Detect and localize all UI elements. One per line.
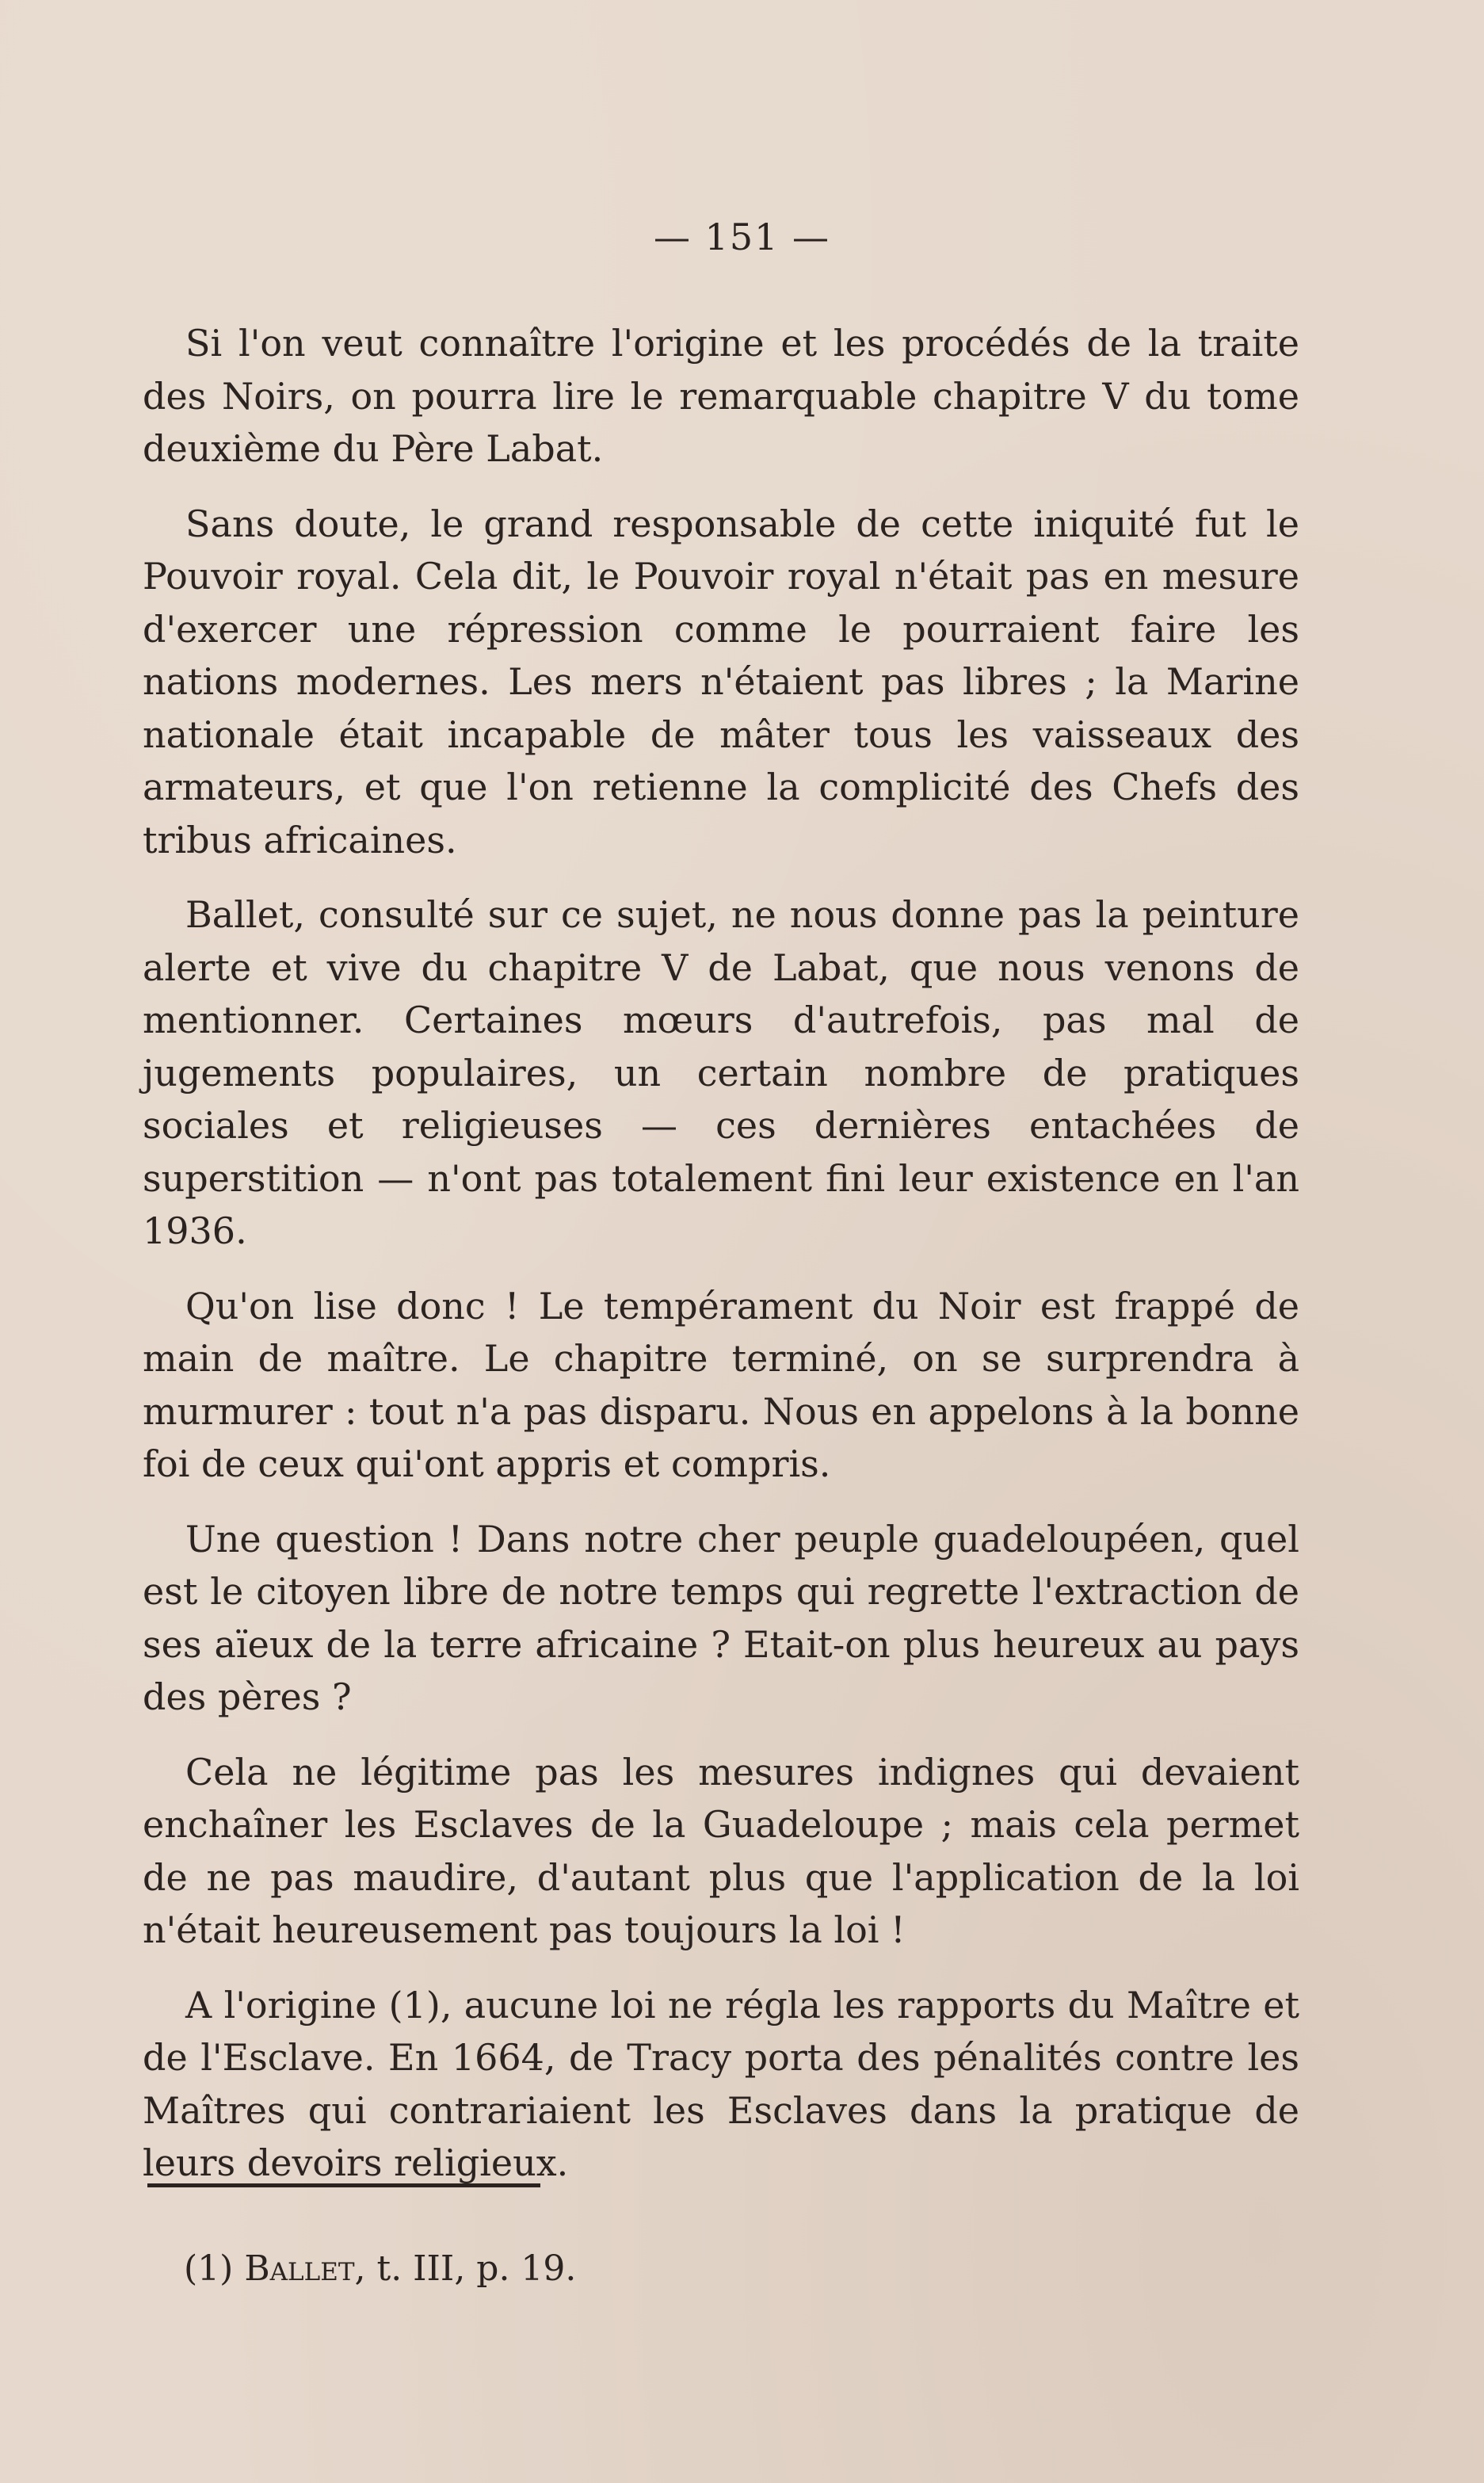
paragraph-question: Une question ! Dans notre cher peuple guadeloupéen, quel est le citoyen libre de notre temps qui regrette l'extraction de ses aïeux de la terre africaine ? Etait-on plus heureux au pays des pères ?: [143, 1517, 1299, 1718]
paragraph-pouvoir-royal: Sans doute, le grand responsable de cette iniquité fut le Pouvoir royal. Cela dit, le Pouvoir royal n'était pas en mesure d'exercer une répression comme le pourraient faire les nations modernes. Les mers n'étaient pas libres ; la Marine nationale était incapable de mâter tous les vaisseaux des armateurs, et que l'on retienne la complicité des Chefs des tribus africaines.: [143, 502, 1299, 861]
body-text: [143, 317, 1299, 2212]
paragraph-traite: Si l'on veut connaître l'origine et les procédés de la traite des Noirs, on pourra lire le remarquable chapitre V du tome deuxième du Père Labat.: [143, 322, 1299, 470]
footnote-marker: (1): [184, 2248, 234, 2289]
footnote-reference: t. III, p. 19.: [376, 2248, 577, 2289]
footnote: [184, 2245, 1293, 2293]
paragraph-ballet: Ballet, consulté sur ce sujet, ne nous donne pas la peinture alerte et vive du chapitre V de Labat, que nous venons de mentionner. Certaines mœurs d'autrefois, pas mal de jugements populaires, un certain nombre de pratiques sociales et religieuses — ces dernières entachées de superstition — n'ont pas totalement fini leur existence en l'an 1936.: [143, 893, 1299, 1252]
footnote-author: Ballet,: [244, 2248, 366, 2289]
paragraph-temperament: Qu'on lise donc ! Le tempérament du Noir est frappé de main de maître. Le chapitre terminé, on se surprendra à murmurer : tout n'a pas disparu. Nous en appelons à la bonne foi de ceux qui'ont appris et compris.: [143, 1284, 1299, 1485]
page-number: — 151 —: [653, 216, 831, 258]
footnote-divider: [147, 2183, 540, 2187]
paragraph-origine: A l'origine (1), aucune loi ne régla les rapports du Maître et de l'Esclave. En 1664, de Tracy porta des pénalités contre les Maîtres qui contrariaient les Esclaves dans la pratique de leurs devoirs religieux.: [143, 1983, 1299, 2184]
paragraph-mesures: Cela ne légitime pas les mesures indignes qui devaient enchaîner les Esclaves de la Guadeloupe ; mais cela permet de ne pas maudire, d'autant plus que l'application de la loi n'était heureusement pas toujours la loi !: [143, 1750, 1299, 1951]
